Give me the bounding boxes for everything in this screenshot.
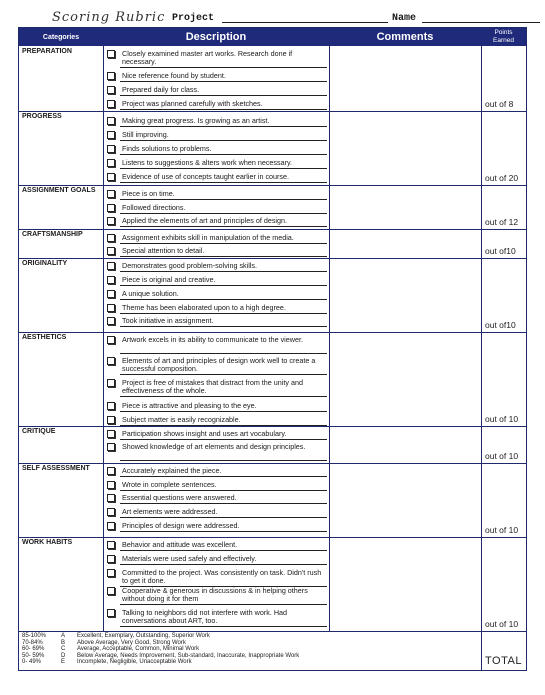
- checkbox-icon[interactable]: [107, 430, 115, 438]
- rubric-item: [105, 587, 327, 606]
- rubric-item: [105, 50, 327, 69]
- checkbox-icon[interactable]: [107, 569, 115, 577]
- checkbox-icon[interactable]: [107, 145, 115, 153]
- rubric-item: [105, 217, 327, 228]
- legend-grade: B: [61, 639, 66, 646]
- rubric-item: [105, 204, 327, 215]
- item-underline: [120, 299, 327, 300]
- rubric-item-text: Theme has been elaborated upon to a high degree.: [122, 303, 286, 312]
- rubric-item-text: Still improving.: [122, 130, 169, 139]
- points-preparation[interactable]: out of 8: [485, 99, 514, 109]
- points-originality[interactable]: out of10: [485, 320, 516, 330]
- rubric-item-text: Essential questions were answered.: [122, 493, 237, 502]
- rubric-item-text: Wrote in complete sentences.: [122, 480, 217, 489]
- grade-legend: [19, 631, 526, 670]
- rubric-item: [105, 145, 327, 156]
- rubric-item: [105, 234, 327, 245]
- rubric-item: [105, 117, 327, 128]
- rubric-item: [105, 522, 327, 533]
- checkbox-icon[interactable]: [107, 357, 115, 365]
- checkbox-icon[interactable]: [107, 262, 115, 270]
- checkbox-icon[interactable]: [107, 173, 115, 181]
- section-divider: [19, 111, 526, 112]
- item-underline: [120, 517, 327, 518]
- rubric-item: [105, 100, 327, 111]
- checkbox-icon[interactable]: [107, 609, 115, 617]
- rubric-item: [105, 86, 327, 97]
- item-underline: [120, 140, 327, 141]
- rubric-item: [105, 430, 327, 441]
- item-underline: [120, 353, 327, 354]
- page-title: Scoring Rubric: [52, 10, 166, 25]
- rubric-item-text: Principles of design were addressed.: [122, 521, 240, 530]
- item-underline: [120, 503, 327, 504]
- legend-range: 60- 69%: [22, 646, 45, 652]
- item-underline: [120, 396, 327, 397]
- legend-grade: C: [61, 646, 66, 652]
- points-aesthetics[interactable]: out of 10: [485, 414, 519, 424]
- checkbox-icon[interactable]: [107, 467, 115, 475]
- rubric-item: [105, 541, 327, 552]
- rubric-item-text: Accurately explained the piece.: [122, 466, 222, 475]
- checkbox-icon[interactable]: [107, 72, 115, 80]
- rubric-item: [105, 276, 327, 287]
- category-self-assessment: SELF ASSESSMENT: [22, 465, 90, 472]
- rubric-item: [105, 555, 327, 566]
- divider-categories: [103, 46, 104, 631]
- checkbox-icon[interactable]: [107, 402, 115, 410]
- item-underline: [120, 476, 327, 477]
- item-underline: [120, 95, 327, 96]
- section-divider: [19, 426, 526, 427]
- points-work-habits[interactable]: out of 10: [485, 619, 519, 629]
- name-field[interactable]: [422, 22, 540, 23]
- rubric-item-text: Elements of art and principles of design work well to create a successful composition.: [122, 356, 316, 373]
- rubric-item-text: Committed to the project. Was consistently on task. Didn't rush to get it done.: [122, 568, 322, 585]
- rubric-item-text: Showed knowledge of art elements and design principles.: [122, 442, 306, 451]
- item-underline: [120, 604, 327, 605]
- rubric-item-text: Making great progress. Is growing as an artist.: [122, 116, 270, 125]
- legend-description: Incomplete, Negligible, Unacceptable Work: [77, 659, 192, 665]
- item-underline: [120, 326, 327, 327]
- checkbox-icon[interactable]: [107, 290, 115, 298]
- rubric-item: [105, 173, 327, 184]
- category-craftsmanship: CRAFTSMANSHIP: [22, 231, 83, 238]
- checkbox-icon[interactable]: [107, 117, 115, 125]
- rubric-item: [105, 247, 327, 258]
- rubric-item-text: Applied the elements of art and principles of design.: [122, 216, 288, 225]
- item-underline: [120, 154, 327, 155]
- section-divider: [19, 332, 526, 333]
- category-work-habits: WORK HABITS: [22, 539, 73, 546]
- rubric-item: [105, 262, 327, 273]
- item-underline: [120, 285, 327, 286]
- rubric-item-text: Cooperative & generous in discussions & in helping others without doing it for them: [122, 586, 308, 603]
- checkbox-icon[interactable]: [107, 522, 115, 530]
- category-assignment-goals: ASSIGNMENT GOALS: [22, 187, 96, 194]
- rubric-item: [105, 290, 327, 301]
- item-underline: [120, 199, 327, 200]
- rubric-item-text: Prepared daily for class.: [122, 85, 200, 94]
- category-originality: ORIGINALITY: [22, 260, 68, 267]
- points-assignment-goals[interactable]: out of 12: [485, 217, 519, 227]
- checkbox-icon[interactable]: [107, 416, 115, 424]
- item-underline: [120, 168, 327, 169]
- rubric-table: [18, 27, 527, 671]
- rubric-item-text: Piece is original and creative.: [122, 275, 216, 284]
- name-label: Name: [392, 13, 417, 24]
- checkbox-icon[interactable]: [107, 379, 115, 387]
- category-preparation: PREPARATION: [22, 48, 72, 55]
- rubric-item: [105, 508, 327, 519]
- points-self-assessment[interactable]: out of 10: [485, 525, 519, 535]
- item-underline: [120, 213, 327, 214]
- checkbox-icon[interactable]: [107, 86, 115, 94]
- divider-comments: [481, 46, 482, 670]
- rubric-item: [105, 357, 327, 376]
- item-underline: [120, 271, 327, 272]
- category-aesthetics: AESTHETICS: [22, 334, 67, 341]
- title-bar: [0, 8, 545, 26]
- item-underline: [120, 81, 327, 82]
- checkbox-icon[interactable]: [107, 508, 115, 516]
- rubric-item: [105, 443, 327, 462]
- rubric-item: [105, 159, 327, 170]
- checkbox-icon[interactable]: [107, 204, 115, 212]
- item-underline: [120, 531, 327, 532]
- rubric-item: [105, 72, 327, 83]
- rubric-item-text: Artwork excels in its ability to communicate to the viewer.: [122, 335, 303, 344]
- legend-range: 0- 49%: [22, 659, 42, 665]
- rubric-item-text: Behavior and attitude was excellent.: [122, 540, 238, 549]
- item-underline: [120, 226, 327, 227]
- header-comments: Comments: [376, 31, 434, 43]
- item-underline: [120, 243, 327, 244]
- section-divider: [19, 229, 526, 230]
- item-underline: [120, 126, 327, 127]
- item-underline: [120, 182, 327, 183]
- legend-grade: D: [61, 652, 66, 659]
- category-progress: PROGRESS: [22, 113, 62, 120]
- item-underline: [120, 626, 327, 627]
- legend-range: 85-100%: [22, 633, 47, 639]
- checkbox-icon[interactable]: [107, 50, 115, 58]
- total-label: TOTAL: [485, 655, 522, 667]
- checkbox-icon[interactable]: [107, 587, 115, 595]
- item-underline: [120, 439, 327, 440]
- checkbox-icon[interactable]: [107, 304, 115, 312]
- item-underline: [120, 374, 327, 375]
- rubric-item-text: Participation shows insight and uses art vocabulary.: [122, 429, 287, 438]
- checkbox-icon[interactable]: [107, 247, 115, 255]
- rubric-item-text: Took initiative in assignment.: [122, 316, 214, 325]
- legend-description: Below Average, Needs Improvement, Sub-standard, Inaccurate, Inappropriate Work: [77, 652, 300, 659]
- item-underline: [120, 564, 327, 565]
- checkbox-icon[interactable]: [107, 217, 115, 225]
- legend-description: Excellent, Exemplary, Outstanding, Superior Work: [77, 633, 210, 639]
- checkbox-icon[interactable]: [107, 234, 115, 242]
- legend-range: 50- 59%: [22, 652, 45, 659]
- checkbox-icon[interactable]: [107, 541, 115, 549]
- rubric-item-text: Closely examined master art works. Research done if necessary.: [122, 49, 293, 66]
- rubric-item-text: Nice reference found by student.: [122, 71, 226, 80]
- rubric-item-text: Project was planned carefully with sketches.: [122, 99, 263, 108]
- item-underline: [120, 313, 327, 314]
- checkbox-icon[interactable]: [107, 276, 115, 284]
- checkbox-icon[interactable]: [107, 481, 115, 489]
- rubric-item: [105, 131, 327, 142]
- rubric-item-text: Talking to neighbors did not interfere with work. Had conversations about ART, too.: [122, 608, 287, 625]
- points-critique[interactable]: out of 10: [485, 451, 519, 461]
- rubric-item: [105, 379, 327, 398]
- rubric-item-text: Subject matter is easily recognizable.: [122, 415, 241, 424]
- checkbox-icon[interactable]: [107, 317, 115, 325]
- rubric-item: [105, 336, 327, 355]
- legend-description: Above Average, Very Good, Strong Work: [77, 639, 186, 646]
- legend-grade: A: [61, 633, 66, 639]
- checkbox-icon[interactable]: [107, 494, 115, 502]
- rubric-item-text: A unique solution.: [122, 289, 179, 298]
- rubric-item-text: Piece is attractive and pleasing to the eye.: [122, 401, 257, 410]
- points-craftsmanship[interactable]: out of10: [485, 246, 516, 256]
- project-field[interactable]: [222, 22, 388, 23]
- rubric-item: [105, 609, 327, 628]
- rubric-item-text: Demonstrates good problem-solving skills.: [122, 261, 258, 270]
- rubric-item-text: Evidence of use of concepts taught earlier in course.: [122, 172, 290, 181]
- header-points: [481, 28, 526, 46]
- rubric-item: [105, 317, 327, 328]
- section-divider: [19, 185, 526, 186]
- rubric-item-text: Art elements were addressed.: [122, 507, 218, 516]
- item-underline: [120, 550, 327, 551]
- divider-description: [329, 46, 330, 631]
- points-progress[interactable]: out of 20: [485, 173, 519, 183]
- rubric-item-text: Materials were used safely and effectively.: [122, 554, 257, 563]
- checkbox-icon[interactable]: [107, 159, 115, 167]
- checkbox-icon[interactable]: [107, 555, 115, 563]
- rubric-item-text: Project is free of mistakes that distract from the unity and effectiveness of the whole.: [122, 378, 303, 395]
- legend-range: 70-84%: [22, 639, 43, 646]
- rubric-item: [105, 481, 327, 492]
- item-underline: [120, 67, 327, 68]
- checkbox-icon[interactable]: [107, 131, 115, 139]
- rubric-item: [105, 494, 327, 505]
- rubric-item-text: Piece is on time.: [122, 189, 175, 198]
- section-divider: [19, 258, 526, 259]
- checkbox-icon[interactable]: [107, 100, 115, 108]
- item-underline: [120, 490, 327, 491]
- category-critique: CRITIQUE: [22, 428, 56, 435]
- checkbox-icon[interactable]: [107, 443, 115, 451]
- rubric-item-text: Assignment exhibits skill in manipulation of the media.: [122, 233, 294, 242]
- legend-grade: E: [61, 659, 66, 665]
- rubric-item-text: Special attention to detail.: [122, 246, 205, 255]
- section-divider: [19, 537, 526, 538]
- rubric-item: [105, 190, 327, 201]
- rubric-item-text: Followed directions.: [122, 203, 186, 212]
- item-underline: [120, 109, 327, 110]
- rubric-item-text: Listens to suggestions & alters work when necessary.: [122, 158, 293, 167]
- checkbox-icon[interactable]: [107, 190, 115, 198]
- item-underline: [120, 411, 327, 412]
- header-points-line1: Points: [494, 29, 513, 36]
- rubric-item: [105, 304, 327, 315]
- rubric-item: [105, 402, 327, 413]
- section-divider: [19, 463, 526, 464]
- header-categories: Categories: [42, 33, 80, 41]
- header-points-line2: Earned: [493, 37, 514, 44]
- item-underline: [120, 460, 327, 461]
- legend-description: Average, Acceptable, Common, Minimal Work: [77, 646, 200, 652]
- header-description: Description: [185, 31, 247, 43]
- project-label: Project: [172, 13, 215, 24]
- rubric-item-text: Finds solutions to problems.: [122, 144, 212, 153]
- rubric-item: [105, 467, 327, 478]
- item-underline: [120, 256, 327, 257]
- checkbox-icon[interactable]: [107, 336, 115, 344]
- table-header: [19, 28, 526, 46]
